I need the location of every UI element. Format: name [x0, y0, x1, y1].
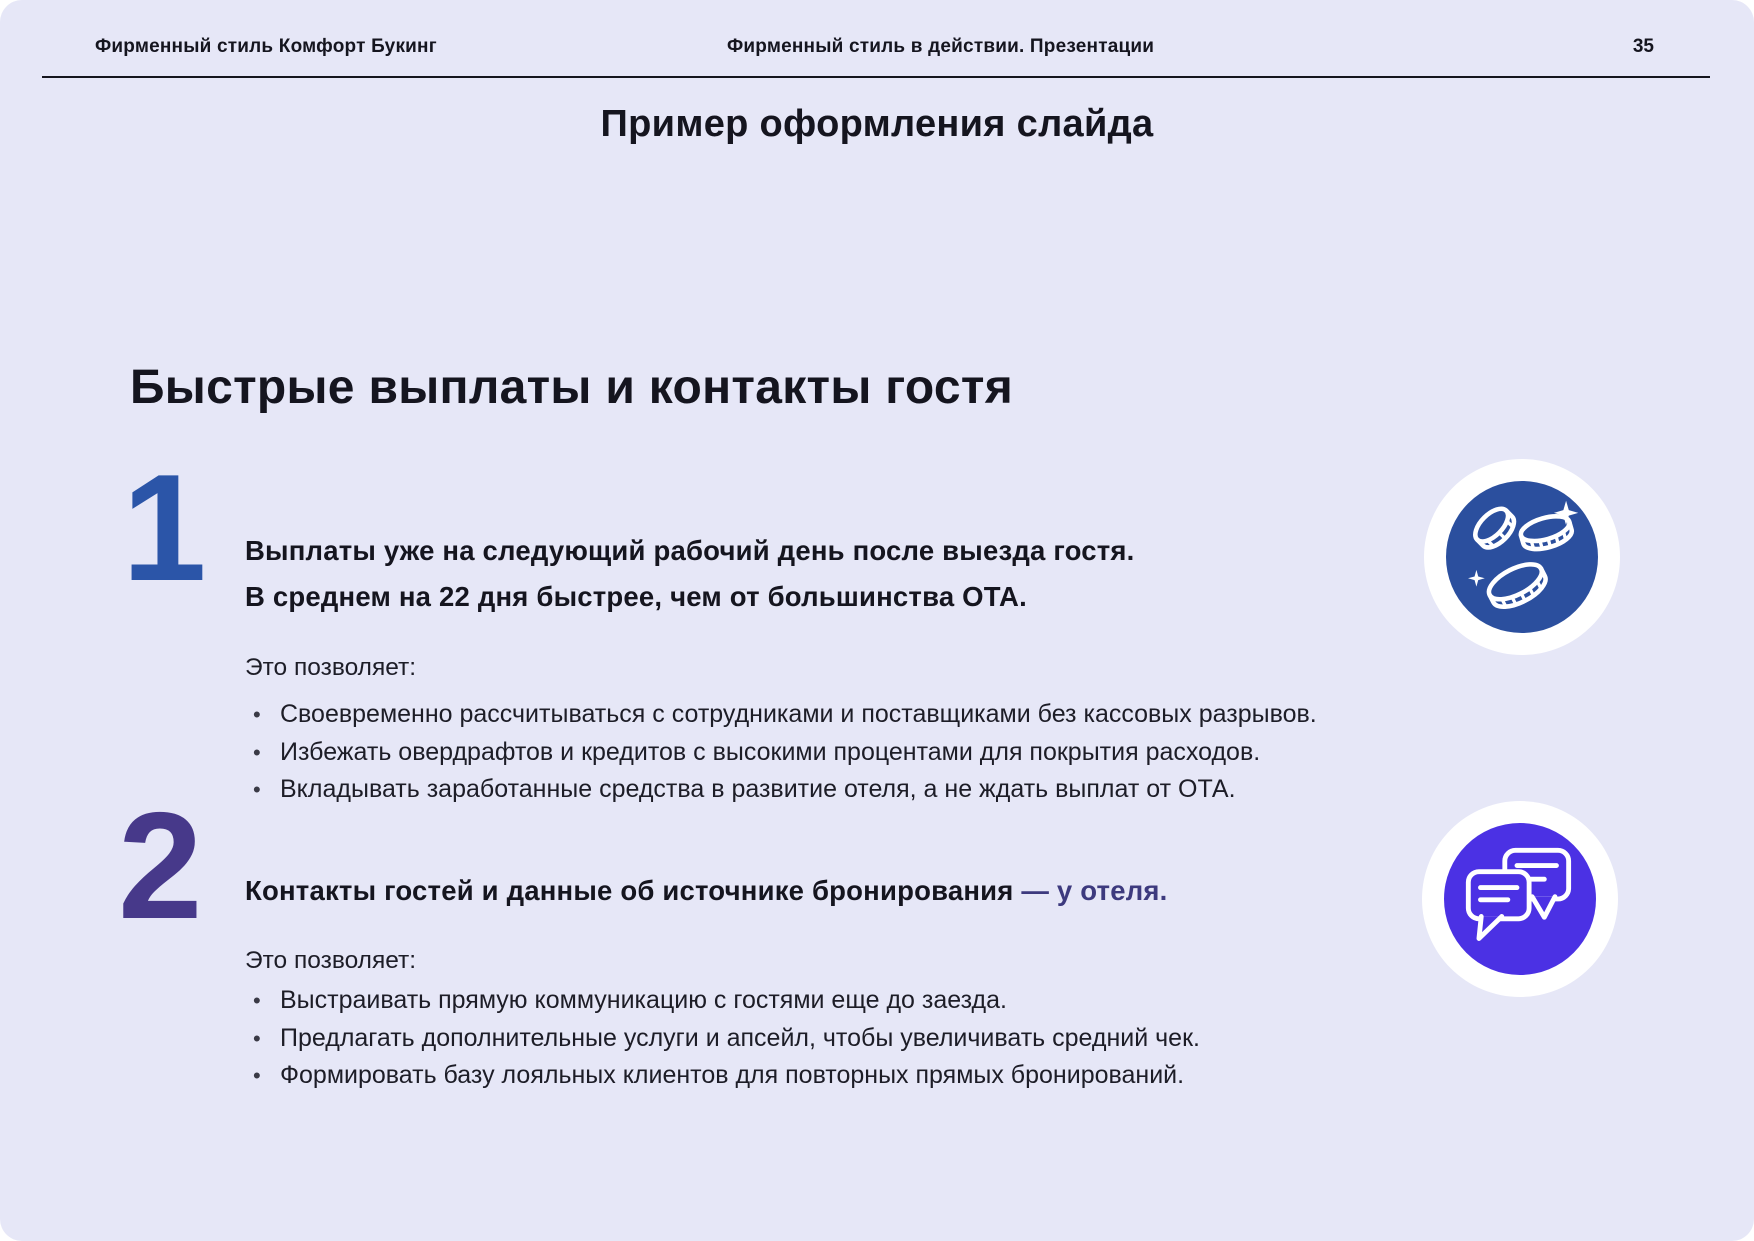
slide-title: Пример оформления слайда [600, 103, 1154, 145]
section-2-lead [245, 868, 1167, 914]
header-divider [42, 76, 1710, 78]
section-1-sublabel: Это позволяет: [245, 654, 417, 681]
main-heading: Быстрые выплаты и контакты гостя [130, 361, 1014, 414]
header-center-title: Фирменный стиль в действии. Презентации [727, 36, 1155, 57]
section-2-lead-main: Контакты гостей и данные об источнике бронирования [245, 875, 1014, 906]
page-number: 35 [1632, 36, 1654, 57]
section-2-lead-accent: — у отеля. [1013, 875, 1168, 906]
list-item: • Предлагать дополнительные услуги и апсейл, чтобы увеличивать средний чек. [245, 1020, 1200, 1058]
list-item: • Формировать базу лояльных клиентов для повторных прямых бронирований. [245, 1057, 1200, 1095]
section-2-sublabel: Это позволяет: [245, 947, 417, 974]
contacts-icon-badge [1422, 801, 1618, 997]
section-1-lead-line-2: В среднем на 22 дня быстрее, чем от большинства ОТА. [245, 581, 1027, 612]
section-2-bullet-list [245, 982, 1200, 1095]
section-2-number: 2 [118, 781, 203, 951]
section-1-lead [245, 528, 1135, 620]
header-left-title: Фирменный стиль Комфорт Букинг [95, 36, 437, 57]
payments-icon-badge [1424, 459, 1620, 655]
section-1-number: 1 [122, 443, 207, 613]
list-item: • Вкладывать заработанные средства в развитие отеля, а не ждать выплат от ОТА. [245, 771, 1317, 809]
list-item: • Избежать овердрафтов и кредитов с высокими процентами для покрытия расходов. [245, 734, 1317, 772]
coins-icon [1446, 481, 1598, 633]
chat-icon [1444, 823, 1596, 975]
section-1-lead-line-1: Выплаты уже на следующий рабочий день после выезда гостя. [245, 535, 1135, 566]
section-1-bullet-list [245, 696, 1317, 809]
list-item: • Выстраивать прямую коммуникацию с гостями еще до заезда. [245, 982, 1200, 1020]
list-item: • Своевременно рассчитываться с сотрудниками и поставщиками без кассовых разрывов. [245, 696, 1317, 734]
